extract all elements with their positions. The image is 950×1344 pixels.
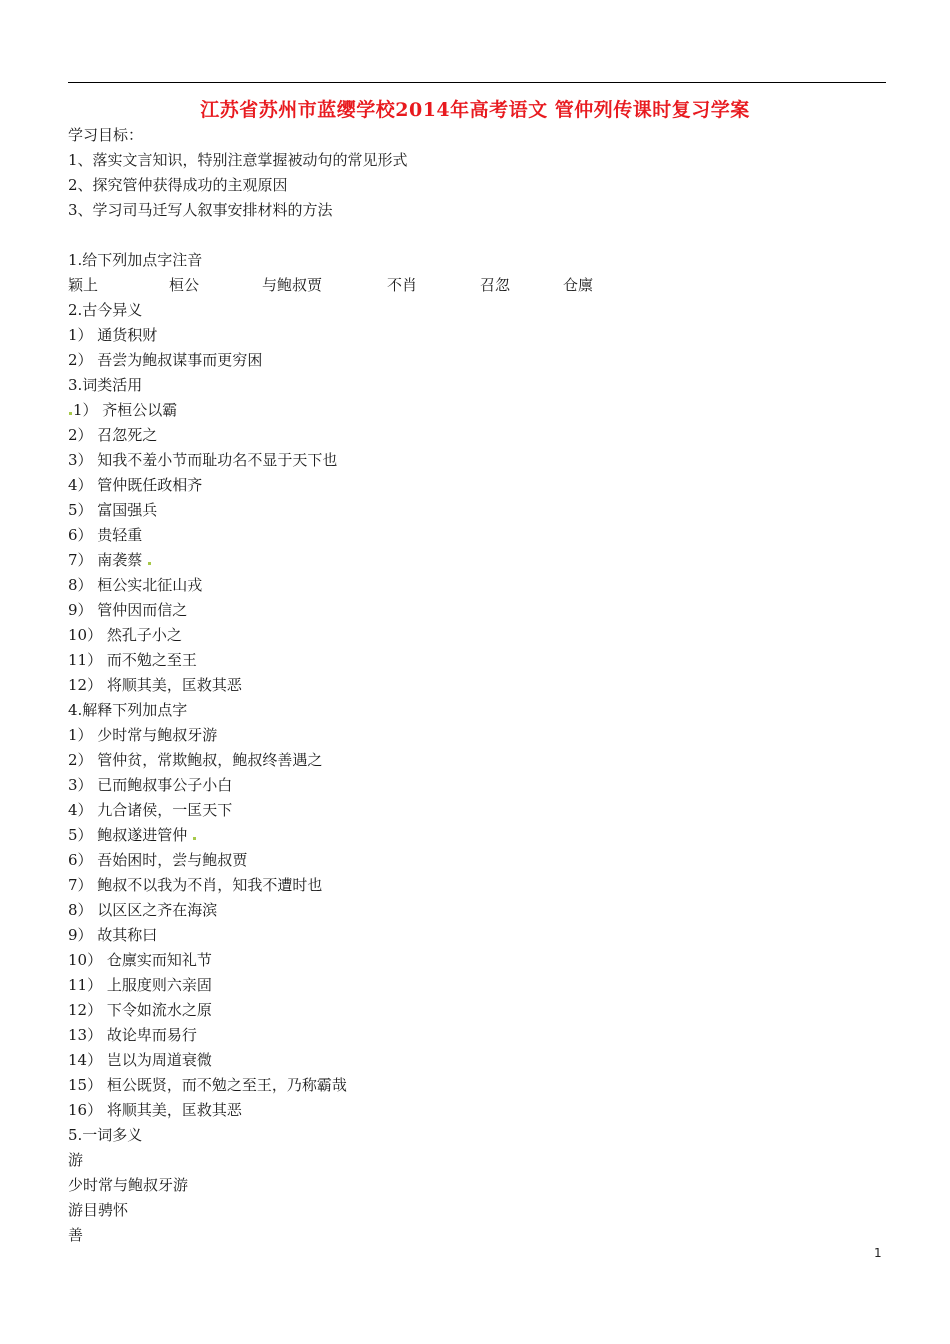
list-item: 15） 桓公既贤，而不勉之至王，乃称霸哉 [68,1076,347,1094]
list-item: 6） 吾始困时，尝与鲍叔贾 [68,851,248,869]
list-item: 3） 已而鲍叔事公子小白 [68,776,233,794]
word-item: 与鲍叔贾 [262,276,323,294]
list-item: 1） 通货积财 [68,326,158,344]
list-item: 7） 鲍叔不以我为不肖，知我不遭时也 [68,876,323,894]
objective-item: 3、学习司马迁写人叙事安排材料的方法 [68,201,333,219]
document-body [68,123,888,1248]
page-number: 1 [874,1246,882,1260]
list-item: 10） 然孔子小之 [68,626,182,644]
text-line: 游目骋怀 [68,1201,129,1219]
list-item: 6） 贵轻重 [68,526,143,544]
list-item: 10） 仓廪实而知礼节 [68,951,212,969]
list-item: 12） 下令如流水之原 [68,1001,212,1019]
list-item: 2） 召忽死之 [68,426,158,444]
objective-item: 2、探究管仲获得成功的主观原因 [68,176,288,194]
section1-heading: 1.给下列加点字注音 [68,251,203,269]
list-item: 8） 以区区之齐在海滨 [68,901,218,919]
list-item: 14） 岂以为周道衰微 [68,1051,212,1069]
text-line: 游 [68,1151,84,1169]
list-item: 11） 而不勉之至王 [68,651,197,669]
list-item: 4） 九合诸侯，一匡天下 [68,801,233,819]
spacer [68,223,888,248]
document-title: 江苏省苏州市蓝缨学校2014年高考语文 管仲列传课时复习学案 [200,99,750,121]
list-item: 4） 管仲既任政相齐 [68,476,203,494]
list-item: 2） 管仲贫，常欺鲍叔，鲍叔终善遇之 [68,751,323,769]
list-item: 9） 故其称曰 [68,926,158,944]
list-item: 11） 上服度则六亲固 [68,976,212,994]
word-item: 仓廪 [563,276,594,294]
dot-mark [69,412,72,415]
list-item: 3） 知我不羞小节而耻功名不显于天下也 [68,451,338,469]
word-item: 桓公 [169,276,200,294]
list-item: 7） 南袭蔡 [68,548,888,573]
header-rule [68,82,886,83]
section3-heading: 3.词类活用 [68,376,143,394]
list-item: 1） 少时常与鲍叔牙游 [68,726,218,744]
list-item: 5） 富国强兵 [68,501,158,519]
list-item: 1） 齐桓公以霸 [68,398,888,423]
pronunciation-word-row [68,273,888,298]
list-item: 8） 桓公实北征山戎 [68,576,203,594]
objective-item: 1、落实文言知识，特别注意掌握被动句的常见形式 [68,151,408,169]
list-item: 12） 将顺其美，匡救其恶 [68,676,242,694]
list-item: 9） 管仲因而信之 [68,601,188,619]
list-item: 13） 故论卑而易行 [68,1026,197,1044]
objectives-heading: 学习目标： [68,126,144,144]
text-line: 少时常与鲍叔牙游 [68,1176,189,1194]
dot-mark [148,562,151,565]
word-item: 不肖 [387,276,418,294]
list-item: 2） 吾尝为鲍叔谋事而更穷困 [68,351,263,369]
section4-heading: 4.解释下列加点字 [68,701,188,719]
dot-mark [193,837,196,840]
word-item: 召忽 [480,276,511,294]
section2-heading: 2.古今异义 [68,301,143,319]
section5-heading: 5.一词多义 [68,1126,143,1144]
text-line: 善 [68,1226,84,1244]
list-item: 16） 将顺其美，匡救其恶 [68,1101,242,1119]
list-item: 5） 鲍叔遂进管仲 [68,823,888,848]
word-item: 颖上 [68,276,99,294]
